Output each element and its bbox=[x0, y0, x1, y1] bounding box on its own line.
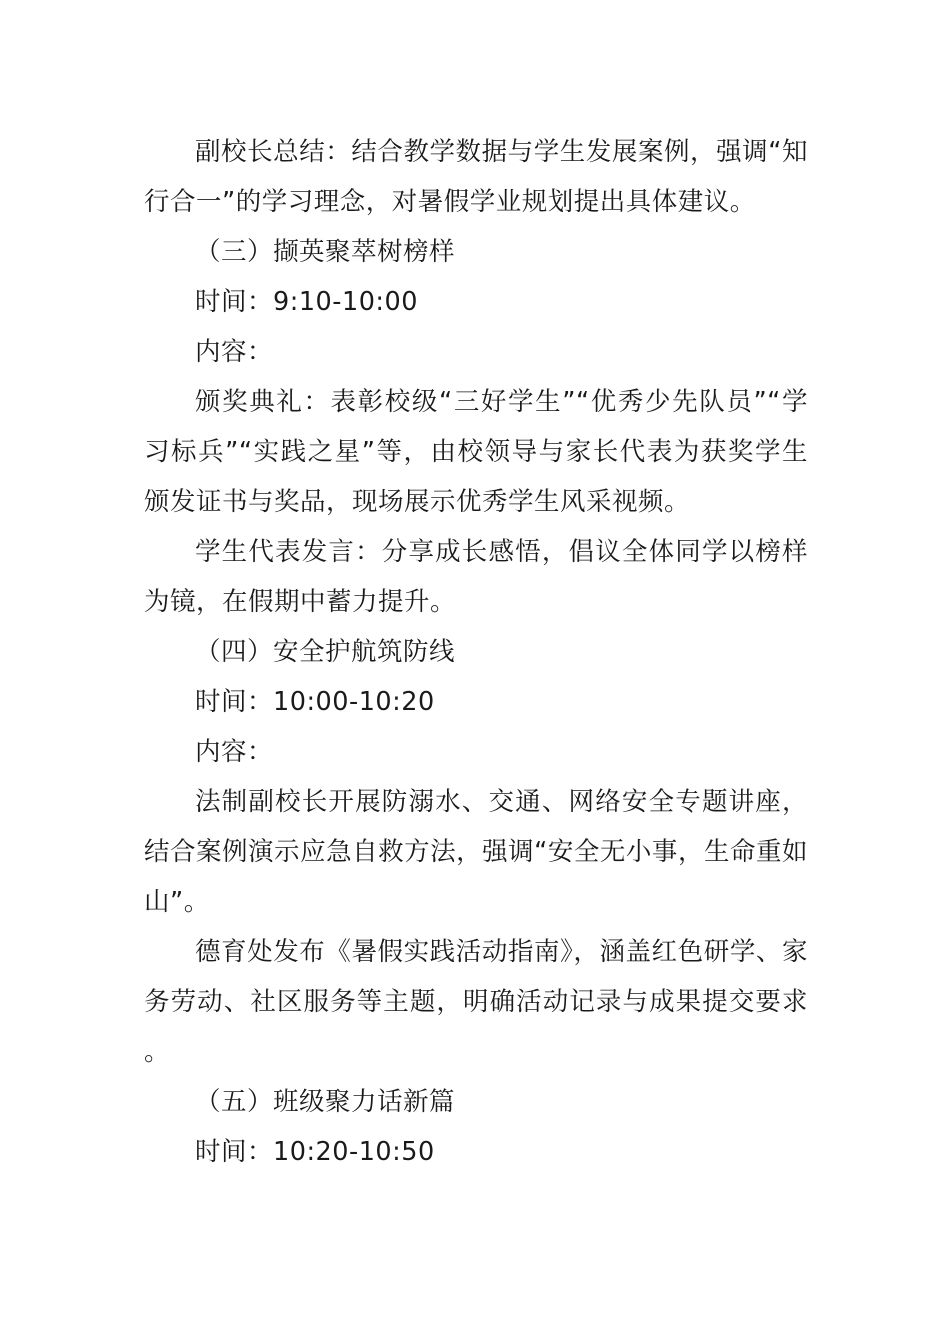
document-page bbox=[144, 127, 808, 1177]
practice-guide-paragraph: 德育处发布《暑假实践活动指南》，涵盖红色研学、家务劳动、社区服务等主题，明确活动记录与成果提交要求。 bbox=[144, 937, 808, 1067]
summary-paragraph: 副校长总结：结合教学数据与学生发展案例，强调“知行合一”的学习理念，对暑假学业规划提出具体建议。 bbox=[144, 137, 808, 217]
safety-lecture-paragraph: 法制副校长开展防溺水、交通、网络安全专题讲座，结合案例演示应急自救方法，强调“安全无小事，生命重如山”。 bbox=[144, 787, 808, 917]
award-ceremony-paragraph: 颁奖典礼：表彰校级“三好学生”“优秀少先队员”“学习标兵”“实践之星”等，由校领导与家长代表为获奖学生颁发证书与奖品，现场展示优秀学生风采视频。 bbox=[144, 387, 808, 517]
section-3-time: 时间：9:10-10:00 bbox=[195, 287, 418, 317]
section-4-content-label: 内容： bbox=[195, 737, 274, 767]
section-heading-4: （四）安全护航筑防线 bbox=[195, 637, 456, 667]
section-4-time: 时间：10:00-10:20 bbox=[195, 687, 435, 717]
section-heading-3: （三）撷英聚萃树榜样 bbox=[195, 237, 456, 267]
section-3-content-label: 内容： bbox=[195, 337, 274, 367]
section-heading-5: （五）班级聚力话新篇 bbox=[195, 1087, 456, 1117]
student-speech-paragraph: 学生代表发言：分享成长感悟，倡议全体同学以榜样为镜，在假期中蓄力提升。 bbox=[144, 537, 808, 617]
section-5-time: 时间：10:20-10:50 bbox=[195, 1137, 435, 1167]
